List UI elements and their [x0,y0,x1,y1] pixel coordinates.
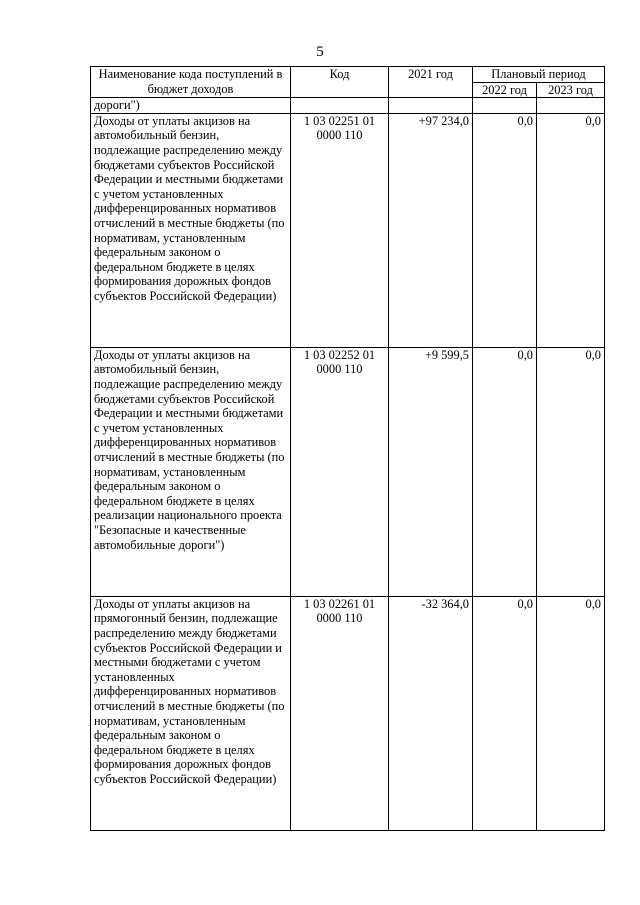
cell-name: Доходы от уплаты акцизов на автомобильный бензин, подлежащие распределению между бюджетами субъектов Российской Федерации и местными бюджетами с учетом установленных дифференцированных нормативов отчислений в местные бюджеты (по нормативам, установленным федеральным законом о федеральном бюджете в целях формирования дорожных фондов субъектов Российской Федерации) [91,113,291,347]
cell-code [291,98,389,114]
cell-2021: +9 599,5 [389,347,473,596]
table-row-continued [91,98,605,114]
cell-2022: 0,0 [473,347,537,596]
header-2021: 2021 год [389,67,473,98]
cell-2023: 0,0 [537,596,605,830]
table-row [91,596,605,830]
header-code: Код [291,67,389,98]
cell-2023 [537,98,605,114]
table-row [91,113,605,347]
header-name: Наименование кода поступлений в бюджет доходов [91,67,291,98]
cell-2022: 0,0 [473,113,537,347]
table-header-row [91,67,605,83]
cell-code: 1 03 02261 01 0000 110 [291,596,389,830]
cell-2021 [389,98,473,114]
cell-2021: -32 364,0 [389,596,473,830]
cell-code: 1 03 02251 01 0000 110 [291,113,389,347]
budget-revenue-table [90,66,605,831]
header-2023: 2023 год [537,82,605,98]
header-planned-period: Плановый период [473,67,605,83]
cell-code: 1 03 02252 01 0000 110 [291,347,389,596]
cell-name: Доходы от уплаты акцизов на автомобильный бензин, подлежащие распределению между бюджетами субъектов Российской Федерации и местными бюджетами с учетом установленных дифференцированных нормативов отчислений в местные бюджеты (по нормативам, установленным федеральным законом о федеральном бюджете в целях реализации национального проекта "Безопасные и качественные автомобильные дороги") [91,347,291,596]
cell-2022: 0,0 [473,596,537,830]
page-number: 5 [316,44,324,60]
cell-name: Доходы от уплаты акцизов на прямогонный бензин, подлежащие распределению между бюджетами субъектов Российской Федерации и местными бюджетами с учетом установленных дифференцированных нормативов отчислений в местные бюджеты (по нормативам, установленным федеральным законом о федеральном бюджете в целях формирования дорожных фондов субъектов Российской Федерации) [91,596,291,830]
cell-2021: +97 234,0 [389,113,473,347]
cell-2022 [473,98,537,114]
table-row [91,347,605,596]
cell-name: дороги") [91,98,291,114]
cell-2023: 0,0 [537,347,605,596]
header-2022: 2022 год [473,82,537,98]
cell-2023: 0,0 [537,113,605,347]
